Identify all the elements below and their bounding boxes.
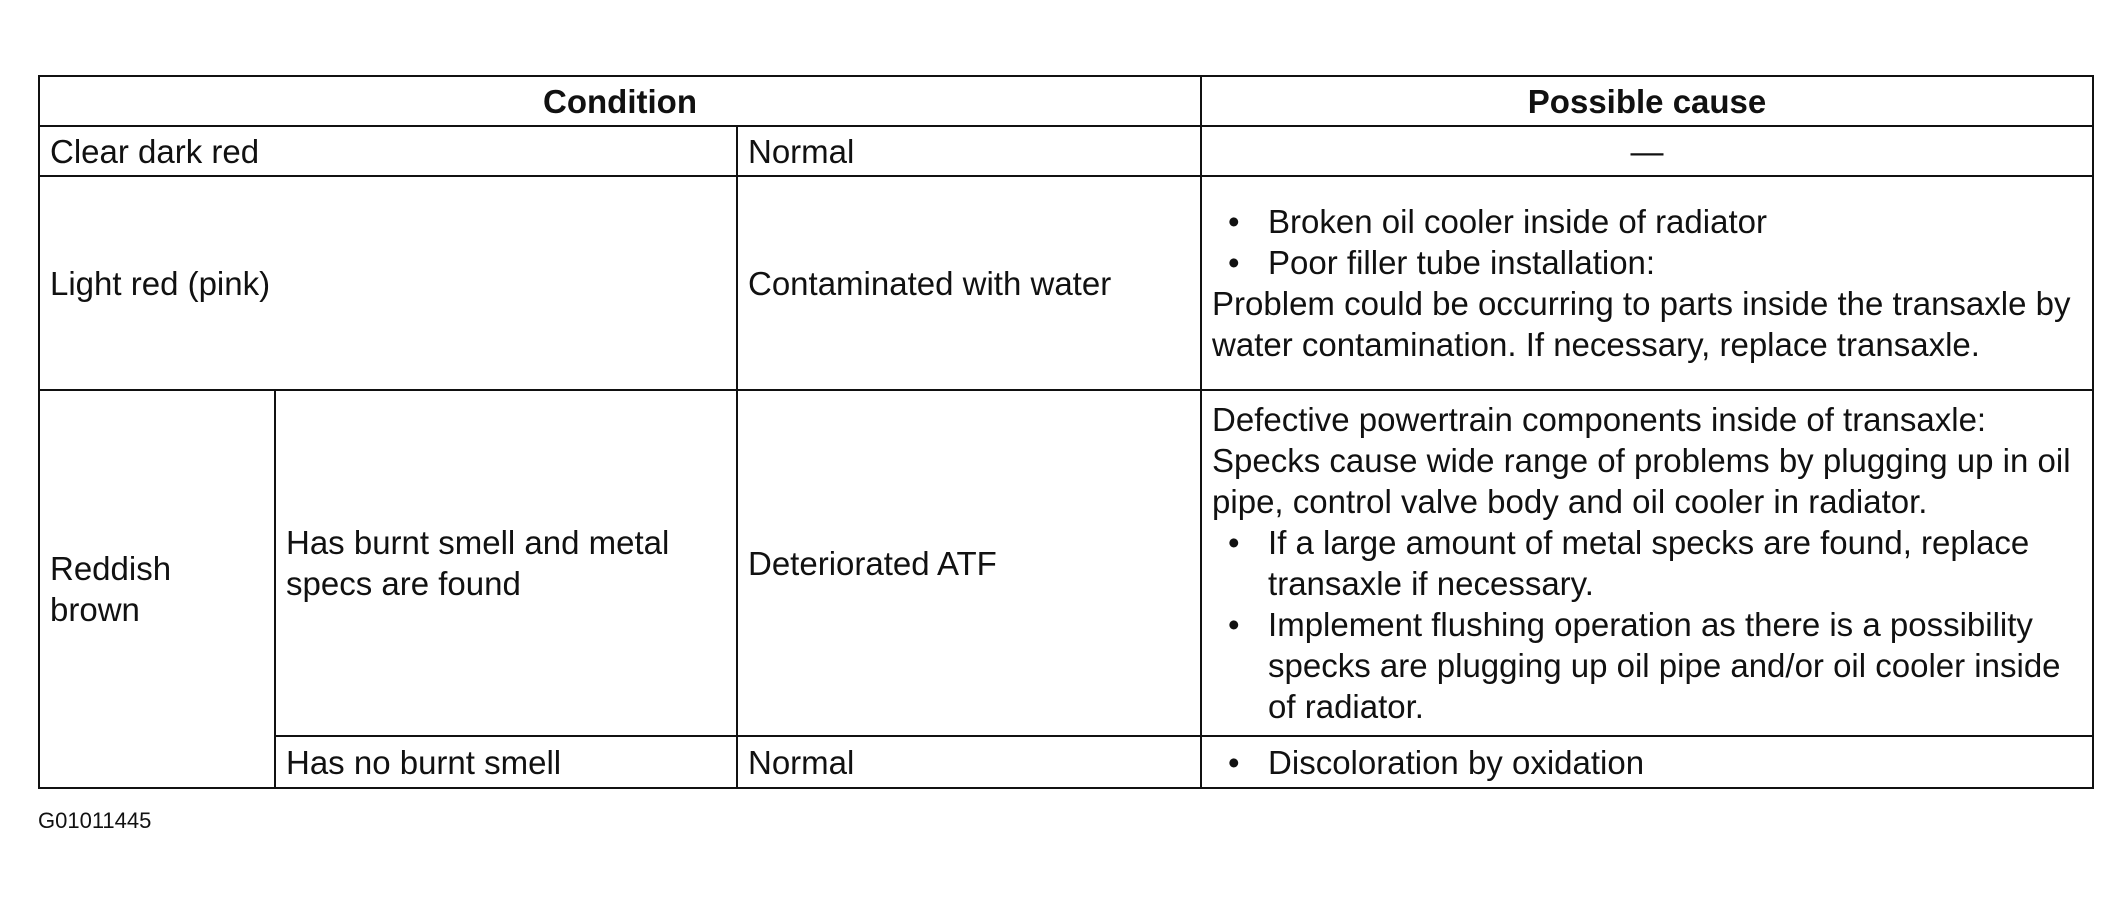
cause-bullet-list <box>1212 742 2082 783</box>
condition-color-cell: Reddish brown <box>39 390 275 788</box>
possible-cause-cell <box>1201 736 2093 788</box>
condition-state-cell: Normal <box>737 736 1201 788</box>
condition-state-cell: Normal <box>737 126 1201 176</box>
cause-bullet-item: • Implement flushing operation as there is a possibility specks are plugging up oil pipe and/or oil cooler inside of radiator. <box>1212 604 2082 727</box>
condition-detail-cell: Has no burnt smell <box>275 736 737 788</box>
cause-bullet-item: • Broken oil cooler inside of radiator <box>1212 201 2082 242</box>
cause-note: Problem could be occurring to parts inside the transaxle by water contamination. If necessary, replace transaxle. <box>1212 285 2071 363</box>
atf-condition-table <box>38 75 2094 789</box>
header-condition: Condition <box>39 76 1201 126</box>
cause-bullet-item: • Discoloration by oxidation <box>1212 742 2082 783</box>
table-row <box>39 736 2093 788</box>
figure-id: G01011445 <box>38 808 152 833</box>
condition-color-cell: Light red (pink) <box>39 176 737 390</box>
possible-cause-cell <box>1201 390 2093 736</box>
header-possible-cause: Possible cause <box>1201 76 2093 126</box>
table-header-row <box>39 76 2093 126</box>
cause-bullet-list <box>1212 201 2082 283</box>
table-row <box>39 176 2093 390</box>
cause-bullet-list <box>1212 522 2082 727</box>
possible-cause-cell <box>1201 176 2093 390</box>
condition-state-cell: Deteriorated ATF <box>737 390 1201 736</box>
table-row <box>39 390 2093 736</box>
condition-state-cell: Contaminated with water <box>737 176 1201 390</box>
cause-bullet-item: • If a large amount of metal specks are found, replace transaxle if necessary. <box>1212 522 2082 604</box>
cause-intro: Defective powertrain components inside of transaxle: Specks cause wide range of problems by plugging up in oil pipe, control valve body and oil cooler in radiator. <box>1212 401 2071 520</box>
condition-color-cell: Clear dark red <box>39 126 737 176</box>
condition-detail-cell: Has burnt smell and metal specs are found <box>275 390 737 736</box>
cause-bullet-item: • Poor filler tube installation: <box>1212 242 2082 283</box>
table-row <box>39 126 2093 176</box>
possible-cause-cell: — <box>1201 126 2093 176</box>
